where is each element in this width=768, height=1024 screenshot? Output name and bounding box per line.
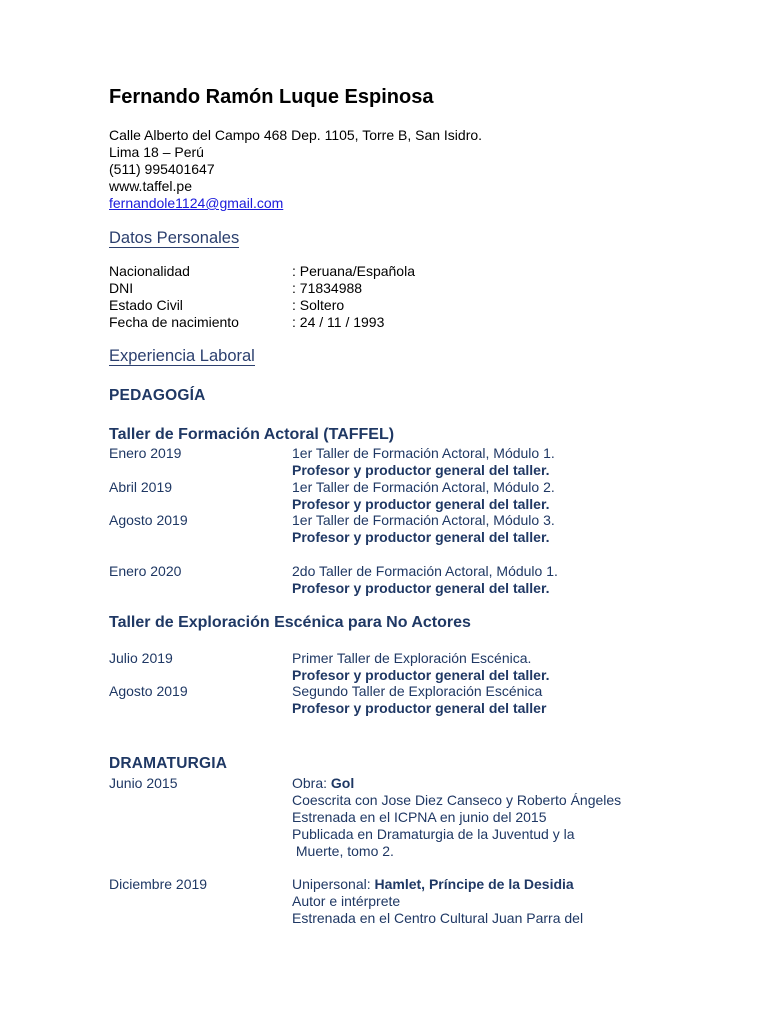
entry-role: Profesor y productor general del taller: [292, 700, 547, 716]
subheading-taffel: Taller de Formación Actoral (TAFFEL): [109, 426, 395, 443]
personal-row: [109, 280, 529, 297]
entry-line: [292, 775, 621, 792]
personal-data-table: [109, 263, 529, 331]
section-datos-personales: [109, 229, 239, 248]
personal-value: : 71834988: [292, 280, 363, 296]
cv-name: Fernando Ramón Luque Espinosa: [109, 86, 434, 108]
entry-date: Enero 2019: [109, 445, 182, 461]
entry-date: Abril 2019: [109, 479, 173, 495]
address-line-2: Lima 18 – Perú: [109, 144, 204, 160]
work-title: Hamlet, Príncipe de la Desidia: [374, 876, 574, 892]
personal-value: : Soltero: [292, 297, 345, 313]
entry-line: Muerte, tomo 2.: [292, 843, 394, 859]
personal-value: : 24 / 11 / 1993: [292, 314, 385, 330]
entry-date: Agosto 2019: [109, 683, 188, 699]
entry-date: Julio 2019: [109, 650, 173, 666]
entry-line: [292, 876, 583, 893]
personal-label: Fecha de nacimiento: [109, 314, 239, 330]
personal-row: [109, 314, 529, 331]
website: www.taffel.pe: [109, 178, 193, 194]
entry-date: Enero 2020: [109, 563, 182, 579]
category-dramaturgia: DRAMATURGIA: [109, 755, 228, 772]
entry-line: 1er Taller de Formación Actoral, Módulo 3.: [292, 512, 555, 528]
entry-line: 1er Taller de Formación Actoral, Módulo 1.: [292, 445, 555, 461]
contact-block: [109, 127, 482, 212]
personal-label: Nacionalidad: [109, 263, 190, 279]
entry-line: Autor e intérprete: [292, 893, 401, 909]
entry-line: Primer Taller de Exploración Escénica.: [292, 650, 532, 666]
work-title: Gol: [330, 775, 355, 791]
personal-label: Estado Civil: [109, 297, 183, 313]
personal-row: [109, 263, 529, 280]
entry-role: Profesor y productor general del taller.: [292, 496, 550, 512]
entry-line: Coescrita con Jose Diez Canseco y Roberto Ángeles: [292, 792, 622, 808]
entry-role: Profesor y productor general del taller.: [292, 667, 550, 683]
address-line-1: Calle Alberto del Campo 468 Dep. 1105, Torre B, San Isidro.: [109, 127, 483, 143]
entry-date: Diciembre 2019: [109, 876, 208, 892]
work-prefix: Obra:: [292, 775, 331, 791]
section-title: Datos Personales: [109, 229, 240, 247]
section-experiencia-laboral: [109, 347, 255, 366]
personal-label: DNI: [109, 280, 134, 296]
personal-value: : Peruana/Española: [292, 263, 415, 279]
phone: (511) 995401647: [109, 161, 215, 177]
entry-line: 1er Taller de Formación Actoral, Módulo 2.: [292, 479, 555, 495]
entry-line: Estrenada en el Centro Cultural Juan Parra del: [292, 910, 584, 926]
entry-role: Profesor y productor general del taller.: [292, 580, 550, 596]
entry-line: Estrenada en el ICPNA en junio del 2015: [292, 809, 547, 825]
work-prefix: Unipersonal:: [292, 876, 375, 892]
entry-line: Segundo Taller de Exploración Escénica: [292, 683, 543, 699]
entry-date: Junio 2015: [109, 775, 178, 791]
entry-date: Agosto 2019: [109, 512, 188, 528]
entry-role: Profesor y productor general del taller.: [292, 462, 550, 478]
personal-row: [109, 297, 529, 314]
section-title: Experiencia Laboral: [109, 347, 255, 365]
entry-role: Profesor y productor general del taller.: [292, 529, 550, 545]
entry-line: 2do Taller de Formación Actoral, Módulo 1.: [292, 563, 558, 579]
email-link[interactable]: fernandole1124@gmail.com: [109, 195, 284, 211]
subheading-exploracion: Taller de Exploración Escénica para No Actores: [109, 614, 471, 631]
entry-line: Publicada en Dramaturgia de la Juventud y la: [292, 826, 575, 842]
category-pedagogia: PEDAGOGÍA: [109, 387, 206, 404]
